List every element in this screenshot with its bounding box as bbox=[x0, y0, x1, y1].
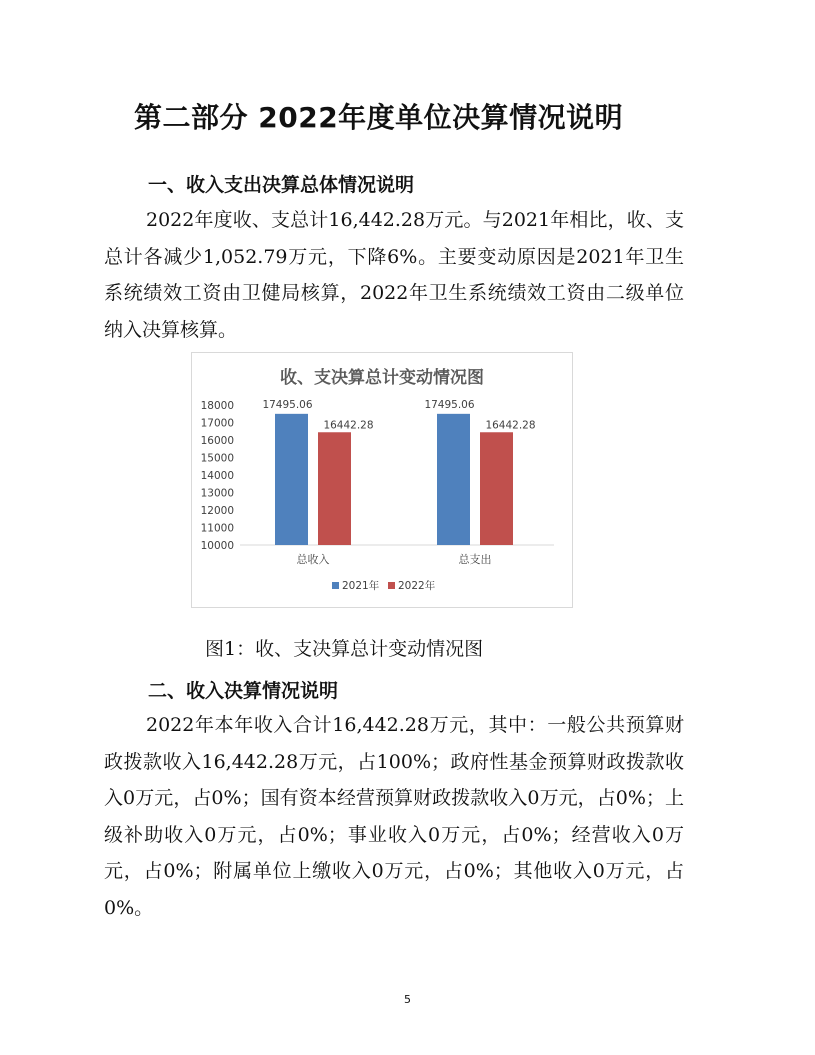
x-tick-label: 总收入 bbox=[296, 553, 330, 566]
y-tick-label: 17000 bbox=[200, 417, 234, 430]
y-tick-label: 12000 bbox=[200, 505, 234, 517]
legend-label-1: 2021年 bbox=[342, 580, 380, 592]
data-label: 16442.28 bbox=[485, 419, 536, 432]
data-label: 17495.06 bbox=[424, 398, 475, 411]
bar-1-2 bbox=[437, 414, 470, 545]
legend-swatch-2 bbox=[388, 582, 395, 589]
legend-swatch-1 bbox=[332, 582, 339, 589]
bar-2-1 bbox=[318, 432, 351, 545]
data-label: 16442.28 bbox=[323, 419, 374, 432]
chart-container bbox=[191, 352, 573, 608]
y-tick-label: 16000 bbox=[200, 435, 234, 447]
bar-1-1 bbox=[275, 414, 308, 545]
y-tick-label: 14000 bbox=[200, 470, 234, 482]
y-tick-label: 18000 bbox=[200, 400, 234, 412]
y-tick-label: 11000 bbox=[200, 522, 234, 535]
section-1-paragraph: 2022年度收、支总计16,442.28万元。与2021年相比，收、支总计各减少1,052.79万元，下降6%。主要变动原因是2021年卫生系统绩效工资由卫健局核算，2022年卫生系统绩效工资由二级单位纳入决算核算。 bbox=[104, 209, 684, 341]
section-heading-1: 一、收入支出决算总体情况说明 bbox=[148, 174, 415, 196]
data-label: 17495.06 bbox=[262, 398, 313, 411]
y-tick-label: 10000 bbox=[200, 540, 234, 552]
x-tick-label: 总支出 bbox=[458, 553, 492, 566]
page-number: 5 bbox=[404, 993, 411, 1006]
bar-chart bbox=[192, 353, 572, 607]
y-tick-label: 15000 bbox=[200, 452, 234, 465]
section-heading-2: 二、收入决算情况说明 bbox=[148, 680, 339, 702]
bar-2-2 bbox=[480, 432, 513, 545]
figure-caption: 图1：收、支决算总计变动情况图 bbox=[205, 638, 484, 660]
legend-label-2: 2022年 bbox=[398, 580, 436, 592]
chart-title: 收、支决算总计变动情况图 bbox=[280, 368, 484, 388]
section-2-paragraph: 2022年本年收入合计16,442.28万元，其中：一般公共预算财政拨款收入16,442.28万元，占100%；政府性基金预算财政拨款收入0万元，占0%；国有资本经营预算财政拨款收入0万元，占0%；上级补助收入0万元，占0%；事业收入0万元，占0%；经营收入0万元，占0%；附属单位上缴收入0万元，占0%；其他收入0万元，占0%。 bbox=[104, 714, 684, 919]
y-tick-label: 13000 bbox=[200, 487, 234, 500]
page-title: 第二部分 2022年度单位决算情况说明 bbox=[134, 101, 624, 134]
